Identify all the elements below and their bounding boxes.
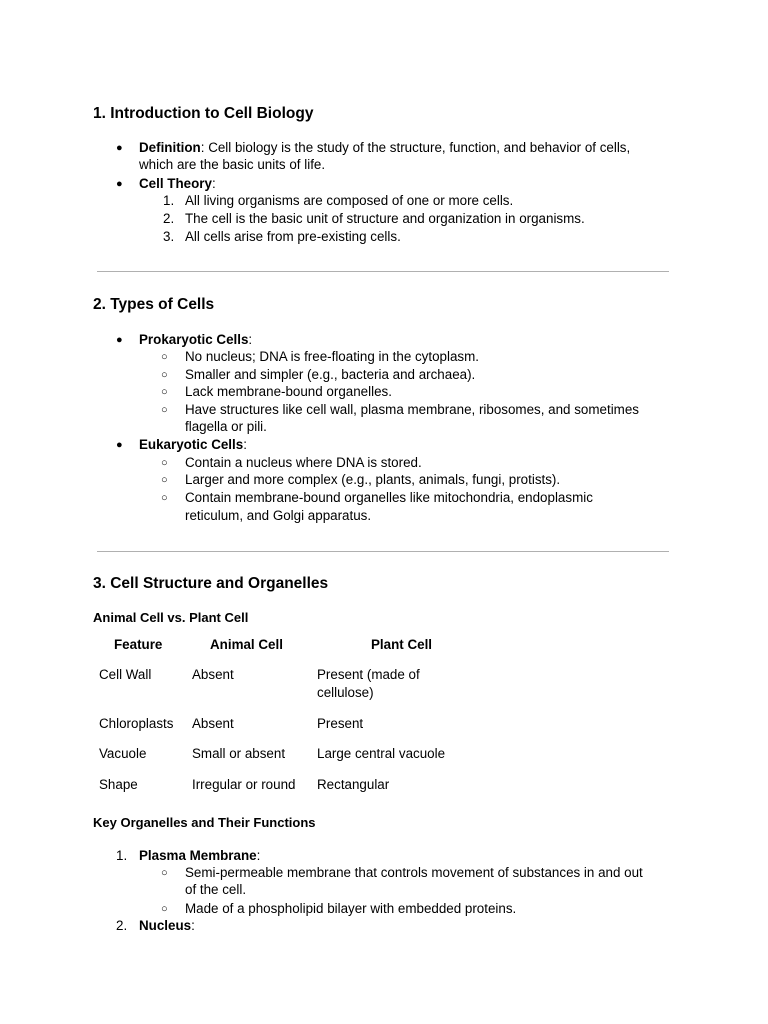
eukaryotic-point: Contain a nucleus where DNA is stored. [185,455,422,470]
theory-point: The cell is the basic unit of structure and organization in organisms. [185,211,585,226]
prokaryotic-item: Prokaryotic Cells: [139,332,253,347]
theory-point: All cells arise from pre-existing cells. [185,229,401,244]
circle-marker: ○ [161,386,168,398]
organelle-point-cont: of the cell. [185,882,247,897]
table-cell: Cell Wall [99,667,152,682]
definition-text-cont: which are the basic units of life. [139,157,326,172]
table-header-feature: Feature [114,637,163,652]
organelle-term: Nucleus [139,918,192,933]
bullet-marker: ● [116,178,123,190]
prokaryotic-point: Lack membrane-bound organelles. [185,384,392,399]
organelle-item: Plasma Membrane: [139,848,261,863]
theory-point: All living organisms are composed of one or more cells. [185,193,514,208]
section-2-heading: 2. Types of Cells [93,296,215,313]
section-1-heading: 1. Introduction to Cell Biology [93,105,314,122]
eukaryotic-item: Eukaryotic Cells: [139,437,247,452]
table-cell: Absent [192,716,234,731]
table-cell: Large central vacuole [317,746,446,761]
circle-marker: ○ [161,457,168,469]
table-cell: Present (made of [317,667,420,682]
table-cell: Irregular or round [192,777,296,792]
circle-marker: ○ [161,351,168,363]
eukaryotic-point: Contain membrane-bound organelles like mitochondria, endoplasmic [185,490,593,505]
section-3-heading: 3. Cell Structure and Organelles [93,575,329,592]
organelle-item: Nucleus: [139,918,195,933]
table-header-animal: Animal Cell [210,637,283,652]
definition-term: Definition [139,140,201,155]
table-cell: Chloroplasts [99,716,174,731]
prokaryotic-point: Have structures like cell wall, plasma membrane, ribosomes, and sometimes [185,402,639,417]
table-cell: Shape [99,777,138,792]
circle-marker: ○ [161,404,168,416]
circle-marker: ○ [161,474,168,486]
organelle-point: Semi-permeable membrane that controls movement of substances in and out [185,865,643,880]
table-cell: Small or absent [192,746,286,761]
eukaryotic-term: Eukaryotic Cells [139,437,244,452]
cell-theory-term: Cell Theory [139,176,212,191]
list-number: 2. [116,918,128,933]
cell-theory-item: Cell Theory: [139,176,216,191]
table-cell: Present [317,716,364,731]
circle-marker: ○ [161,369,168,381]
prokaryotic-term: Prokaryotic Cells [139,332,249,347]
circle-marker: ○ [161,903,168,915]
eukaryotic-point: Larger and more complex (e.g., plants, animals, fungi, protists). [185,472,561,487]
definition-text: : Cell biology is the study of the structure, function, and behavior of cells, [200,140,631,155]
table-cell: Vacuole [99,746,147,761]
table-cell: Rectangular [317,777,390,792]
bullet-marker: ● [116,334,123,346]
eukaryotic-point-cont: reticulum, and Golgi apparatus. [185,508,372,523]
circle-marker: ○ [161,492,168,504]
table-header-plant: Plant Cell [371,637,433,652]
divider [97,551,669,552]
list-number: 1. [163,193,175,208]
prokaryotic-point: Smaller and simpler (e.g., bacteria and archaea). [185,367,476,382]
organelles-title: Key Organelles and Their Functions [93,815,316,830]
divider [97,271,669,272]
bullet-marker: ● [116,439,123,451]
list-number: 3. [163,229,175,244]
organelle-term: Plasma Membrane [139,848,257,863]
table-title: Animal Cell vs. Plant Cell [93,610,249,625]
prokaryotic-point-cont: flagella or pili. [185,419,267,434]
table-cell-cont: cellulose) [317,685,374,700]
prokaryotic-point: No nucleus; DNA is free-floating in the cytoplasm. [185,349,479,364]
bullet-marker: ● [116,142,123,154]
organelle-point: Made of a phospholipid bilayer with embedded proteins. [185,901,517,916]
list-number: 1. [116,848,128,863]
circle-marker: ○ [161,867,168,879]
table-cell: Absent [192,667,234,682]
list-number: 2. [163,211,175,226]
definition-item [139,139,630,157]
